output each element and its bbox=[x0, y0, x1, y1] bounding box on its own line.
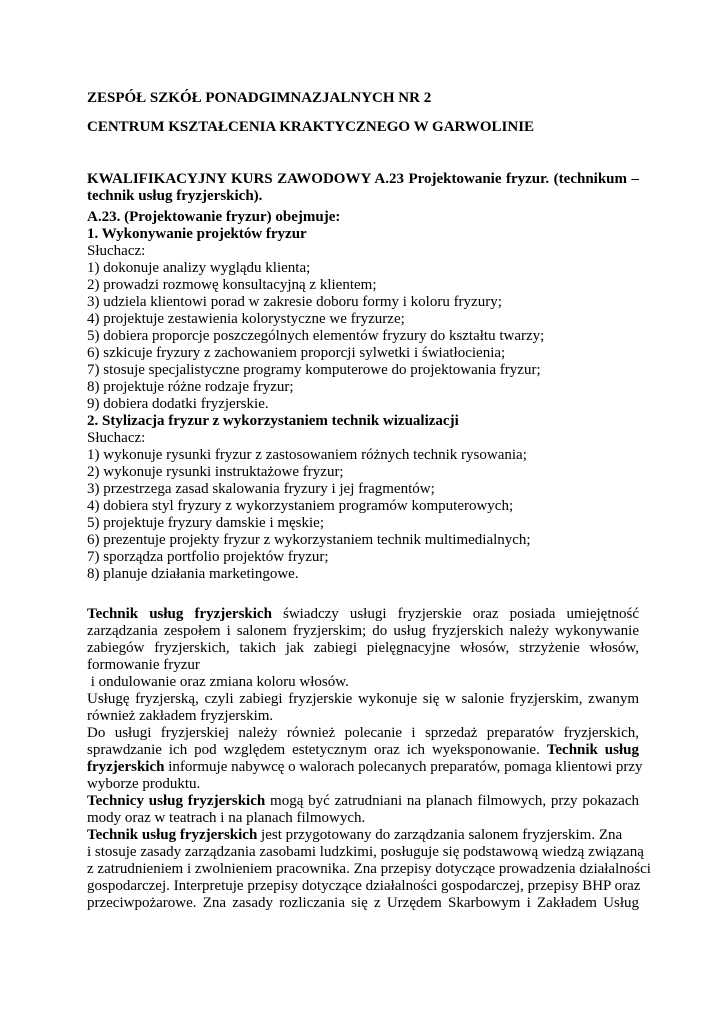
paragraph-line bbox=[87, 759, 643, 776]
bold-term: fryzjerskich bbox=[87, 759, 165, 775]
paragraph-line: z zatrudnieniem i zwolnieniem pracownika. Zna przepisy dotyczące prowadzenia działalności bbox=[87, 861, 651, 877]
list-item: 7) stosuje specjalistyczne programy komputerowe do projektowania fryzur; bbox=[87, 362, 541, 378]
paragraph-film bbox=[87, 793, 639, 827]
text-run: sprawdzanie ich pod względem estetycznym oraz ich wyeksponowanie. bbox=[87, 742, 547, 758]
text-run: jest przygotowany do zarządzania salonem fryzjerskim. Zna bbox=[257, 827, 623, 843]
paragraph-line: również zakładem fryzjerskim. bbox=[87, 708, 274, 724]
paragraph-line bbox=[87, 742, 639, 759]
paragraph-line: i ondulowanie oraz zmiana koloru włosów. bbox=[87, 674, 349, 690]
text-run: informuje nabywcę o walorach polecanych preparatów, pomaga klientowi przy bbox=[164, 759, 643, 775]
list-item: 2) prowadzi rozmowę konsultacyjną z klientem; bbox=[87, 277, 377, 293]
section-2-heading: 2. Stylizacja fryzur z wykorzystaniem technik wizualizacji bbox=[87, 413, 459, 429]
paragraph-line: gospodarczej. Interpretuje przepisy dotyczące działalności gospodarczej, przepisy BHP oraz bbox=[87, 878, 641, 894]
list-item: 4) projektuje zestawienia kolorystyczne we fryzurze; bbox=[87, 311, 405, 327]
section-1-intro: Słuchacz: bbox=[87, 243, 146, 259]
list-item: 1) wykonuje rysunki fryzur z zastosowaniem różnych technik rysowania; bbox=[87, 447, 527, 463]
paragraph-line: wyborze produktu. bbox=[87, 776, 201, 792]
bold-term: Technik usług fryzjerskich bbox=[87, 827, 258, 843]
spacer bbox=[87, 583, 639, 600]
section-1-list bbox=[87, 260, 639, 413]
list-item: 3) udziela klientowi porad w zakresie doboru formy i koloru fryzury; bbox=[87, 294, 502, 310]
list-item: 5) dobiera proporcje poszczególnych elementów fryzury do kształtu twarzy; bbox=[87, 328, 545, 344]
bold-term: Technik usług fryzjerskich bbox=[87, 606, 272, 622]
paragraph-line: Do usługi fryzjerskiej należy również polecanie i sprzedaż preparatów fryzjerskich, bbox=[87, 725, 639, 741]
bold-term: Technicy usług fryzjerskich bbox=[87, 793, 266, 809]
bold-term: Technik usług bbox=[546, 742, 639, 758]
course-title-line-1: KWALIFIKACYJNY KURS ZAWODOWY A.23 Projektowanie fryzur. (technikum – bbox=[87, 171, 639, 187]
list-item: 9) dobiera dodatki fryzjerskie. bbox=[87, 396, 269, 412]
paragraph-line: zarządzania zespołem i salonem fryzjerskim; do usług fryzjerskich należy wykonywanie bbox=[87, 623, 639, 639]
list-item: 5) projektuje fryzury damskie i męskie; bbox=[87, 515, 325, 531]
paragraph-line: formowanie fryzur bbox=[87, 657, 200, 673]
course-title-line-2: technik usług fryzjerskich). bbox=[87, 188, 263, 204]
paragraph-line bbox=[87, 827, 639, 844]
list-item: 3) przestrzega zasad skalowania fryzury i jej fragmentów; bbox=[87, 481, 435, 497]
paragraph-line: Usługę fryzjerską, czyli zabiegi fryzjerskie wykonuje się w salonie fryzjerskim, zwanym bbox=[87, 691, 639, 707]
center-name-heading: CENTRUM KSZTAŁCENIA KRAKTYCZNEGO W GARWOLINIE bbox=[87, 119, 535, 135]
list-item: 1) dokonuje analizy wyglądu klienta; bbox=[87, 260, 311, 276]
section-2-list bbox=[87, 447, 639, 583]
document-content bbox=[87, 171, 651, 912]
course-scope: A.23. (Projektowanie fryzur) obejmuje: bbox=[87, 209, 341, 225]
paragraph-line: mody oraz w teatrach i na planach filmowych. bbox=[87, 810, 366, 826]
list-item: 8) planuje działania marketingowe. bbox=[87, 566, 299, 582]
list-item: 2) wykonuje rysunki instruktażowe fryzur; bbox=[87, 464, 344, 480]
list-item: 6) prezentuje projekty fryzur z wykorzystaniem technik multimedialnych; bbox=[87, 532, 531, 548]
paragraph-salon bbox=[87, 691, 639, 725]
section-1-heading: 1. Wykonywanie projektów fryzur bbox=[87, 226, 307, 242]
paragraph-line bbox=[87, 793, 639, 810]
paragraph-management bbox=[87, 827, 651, 912]
text-run: świadczy usługi fryzjerskie oraz posiada umiejętność bbox=[271, 606, 639, 622]
paragraph-line: zabiegów fryzjerskich, takich jak zabiegi pielęgnacyjne włosów, strzyżenie włosów, bbox=[87, 640, 639, 656]
paragraph-line: przeciwpożarowe. Zna zasady rozliczania się z Urzędem Skarbowym i Zakładem Usług bbox=[87, 895, 639, 911]
paragraph-line: i stosuje zasady zarządzania zasobami ludzkimi, posługuje się podstawową wiedzą związaną bbox=[87, 844, 644, 860]
section-2-intro: Słuchacz: bbox=[87, 430, 146, 446]
list-item: 8) projektuje różne rodzaje fryzur; bbox=[87, 379, 294, 395]
list-item: 7) sporządza portfolio projektów fryzur; bbox=[87, 549, 329, 565]
text-run: mogą być zatrudniani na planach filmowych, przy pokazach bbox=[265, 793, 639, 809]
paragraph-technik-description bbox=[87, 606, 639, 691]
list-item: 4) dobiera styl fryzury z wykorzystaniem programów komputerowych; bbox=[87, 498, 514, 514]
school-name-heading: ZESPÓŁ SZKÓŁ PONADGIMNAZJALNYCH NR 2 bbox=[87, 90, 432, 106]
list-item: 6) szkicuje fryzury z zachowaniem proporcji sylwetki i światłocienia; bbox=[87, 345, 506, 361]
paragraph-line bbox=[87, 606, 639, 623]
paragraph-sales bbox=[87, 725, 643, 793]
